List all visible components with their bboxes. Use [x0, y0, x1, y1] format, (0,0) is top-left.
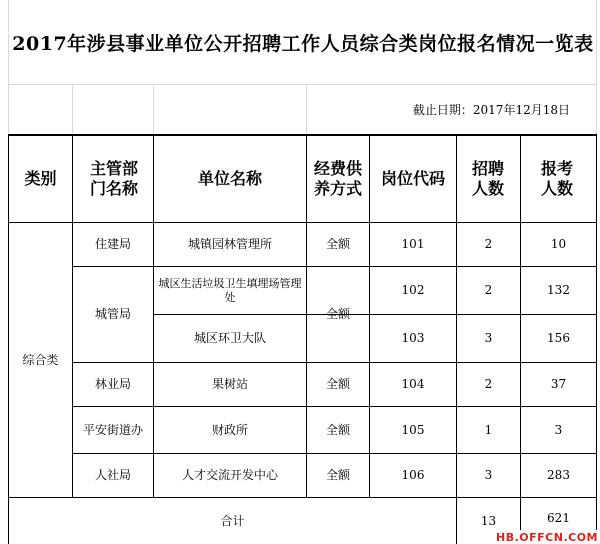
recruit-count-cell: 2	[484, 283, 493, 297]
funding-cell: 全额	[325, 422, 350, 437]
page-title: 2017年涉县事业单位公开招聘工作人员综合类岗位报名情况一览表	[12, 32, 594, 55]
recruit-count-cell: 2	[484, 377, 493, 391]
recruit-count-cell: 3	[484, 331, 493, 345]
deadline-date: 截止日期：2017年12月18日	[412, 103, 570, 117]
header-department: 主管部门名称	[89, 159, 138, 198]
table-border	[596, 134, 597, 544]
department-cell: 人社局	[94, 468, 131, 482]
header-funding: 经费供养方式	[313, 159, 362, 198]
applicant-count-cell: 283	[547, 468, 570, 482]
header-recruit-count: 招聘人数	[471, 159, 504, 198]
category-cell: 综合类	[22, 352, 59, 367]
unit-cell: 城镇园林管理所	[187, 237, 272, 251]
funding-cell: 全额	[325, 377, 350, 391]
gridline	[8, 84, 597, 85]
applicant-count-cell: 3	[554, 422, 563, 437]
unit-cell: 果树站	[211, 377, 248, 391]
gridline	[153, 84, 154, 134]
unit-cell: 财政所	[211, 422, 248, 437]
watermark: HB.OFFCN.COM	[496, 530, 598, 544]
applicant-count-cell: 132	[547, 283, 570, 297]
total-recruit-count: 13	[480, 513, 497, 528]
position-code-cell: 101	[401, 237, 425, 251]
position-code-cell: 105	[401, 422, 425, 437]
position-code-cell: 103	[401, 331, 425, 345]
header-applicant-count: 报考人数	[540, 159, 573, 198]
applicant-count-cell: 10	[550, 237, 567, 251]
applicant-count-cell: 156	[547, 331, 570, 345]
applicant-count-cell: 37	[550, 377, 567, 391]
funding-cell: 全额	[325, 468, 350, 482]
recruit-count-cell: 2	[484, 237, 493, 251]
header-position-code: 岗位代码	[380, 169, 445, 188]
unit-cell: 城区生活垃圾卫生填埋场管理处	[158, 276, 302, 304]
funding-cell: 全额	[325, 307, 350, 321]
unit-cell: 人才交流开发中心	[181, 468, 278, 482]
position-code-cell: 106	[401, 468, 425, 482]
position-code-cell: 104	[401, 377, 425, 391]
gridline	[306, 84, 307, 134]
unit-cell: 城区环卫大队	[193, 331, 266, 345]
funding-cell: 全额	[325, 237, 350, 251]
department-cell: 平安街道办	[82, 422, 143, 437]
gridline	[72, 84, 73, 134]
total-applicant-count: 621	[547, 510, 570, 525]
department-cell: 林业局	[94, 377, 131, 391]
department-cell: 城管局	[94, 307, 131, 321]
position-code-cell: 102	[401, 283, 425, 297]
header-unit: 单位名称	[197, 169, 262, 188]
total-label: 合计	[220, 513, 245, 528]
recruit-count-cell: 3	[484, 468, 493, 482]
recruit-count-cell: 1	[484, 422, 493, 437]
department-cell: 住建局	[94, 237, 131, 251]
header-category: 类别	[24, 169, 57, 188]
